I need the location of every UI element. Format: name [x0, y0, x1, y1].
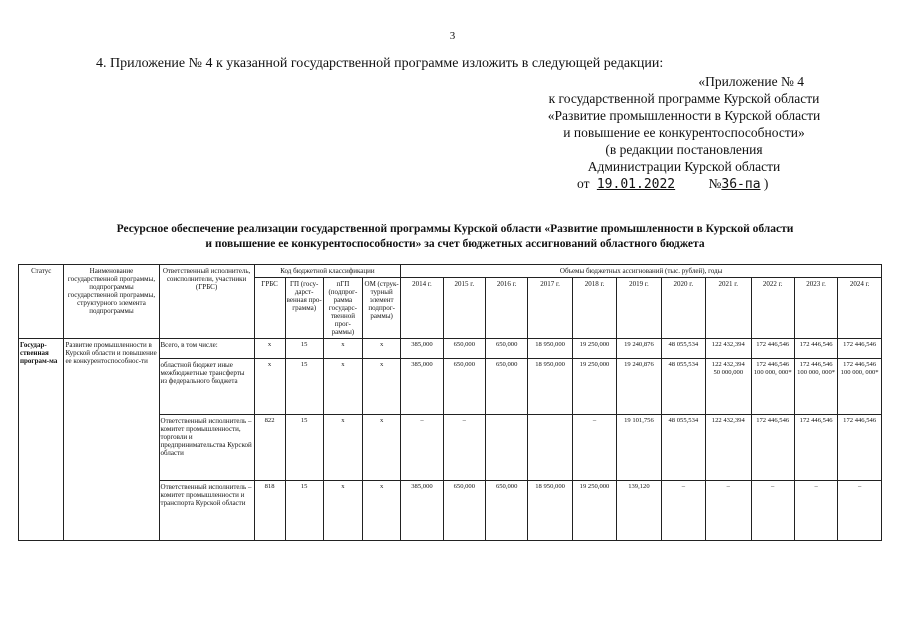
- code-om-cell: x: [363, 359, 401, 415]
- value-cell: [838, 359, 882, 415]
- value-amount: 650,000: [453, 341, 476, 348]
- page-number: 3: [449, 30, 456, 42]
- header-executor: Ответственный исполнитель, соисполнители, участники (ГРБС): [159, 265, 254, 339]
- header-year: 2021 г.: [706, 278, 751, 339]
- value-cell: [706, 359, 751, 415]
- value-cell: [838, 415, 882, 481]
- code-gp-cell: 15: [285, 339, 323, 359]
- status-cell: Государ-ственная програм-ма: [19, 339, 64, 541]
- value-amount: 385,000: [411, 341, 433, 348]
- value-federal-amount: 50 000,000: [713, 369, 744, 376]
- value-amount: 18 950,000: [535, 361, 565, 368]
- value-cell: [401, 415, 443, 481]
- header-year: 2016 г.: [486, 278, 528, 339]
- value-amount: 172 446,546: [756, 361, 790, 368]
- value-amount: 650,000: [453, 483, 476, 490]
- value-amount: 650,000: [453, 361, 476, 368]
- header-year: 2014 г.: [401, 278, 443, 339]
- value-amount: –: [857, 483, 862, 490]
- value-amount: –: [681, 483, 685, 490]
- resolution-number: 36-па: [721, 177, 761, 192]
- value-cell: [794, 359, 837, 415]
- value-cell: [443, 481, 485, 541]
- value-federal-amount: 100 000, 000*: [753, 369, 792, 376]
- header-year: 2019 г.: [617, 278, 661, 339]
- value-cell: [838, 481, 882, 541]
- value-cell: [443, 359, 485, 415]
- code-pgp-cell: x: [323, 359, 362, 415]
- value-amount: 650,000: [495, 483, 518, 490]
- value-cell: [617, 339, 661, 359]
- header-volumes-group: Объемы бюджетных ассигнований (тыс. рублей), годы: [401, 265, 882, 278]
- value-cell: [443, 415, 485, 481]
- value-cell: [572, 415, 616, 481]
- value-amount: 385,000: [411, 361, 433, 368]
- value-amount: –: [462, 417, 466, 424]
- value-cell: [838, 339, 882, 359]
- header-pgp: пГП (подпрог-рамма государс-твенной прог-раммы): [323, 278, 362, 339]
- value-amount: 650,000: [495, 361, 518, 368]
- value-cell: [486, 415, 528, 481]
- section-title-line-1: Ресурсное обеспечение реализации государственной программы Курской области «Развитие промышленности в Курской области: [116, 223, 794, 235]
- code-pgp-cell: x: [323, 339, 362, 359]
- value-amount: 122 432,394: [711, 341, 745, 348]
- value-amount: –: [726, 483, 730, 490]
- header-year: 2018 г.: [572, 278, 616, 339]
- value-amount: 385,000: [411, 483, 433, 490]
- value-cell: [751, 339, 794, 359]
- value-cell: [706, 481, 751, 541]
- value-cell: [486, 481, 528, 541]
- value-cell: [794, 415, 837, 481]
- table-body: [19, 339, 882, 541]
- value-cell: [751, 481, 794, 541]
- value-amount: 19 250,000: [579, 341, 610, 348]
- value-amount: 19 250,000: [579, 483, 610, 490]
- header-row-1: [19, 265, 882, 278]
- value-cell: [706, 339, 751, 359]
- value-cell: [617, 415, 661, 481]
- closing-paren: ): [763, 176, 769, 191]
- value-cell: [528, 481, 572, 541]
- value-amount: 18 950,000: [535, 483, 565, 490]
- header-status: Статус: [19, 265, 64, 339]
- approval-date-line: [529, 175, 839, 193]
- value-amount: 122 432,394: [711, 417, 745, 424]
- value-amount: –: [420, 417, 424, 424]
- header-om: ОМ (струк-турный элемент подпрог-раммы): [363, 278, 401, 339]
- value-amount: 18 950,000: [535, 341, 565, 348]
- value-amount: –: [771, 483, 775, 490]
- code-pgp-cell: x: [323, 415, 362, 481]
- value-cell: [661, 481, 705, 541]
- value-amount: 172 446,546: [799, 417, 833, 424]
- value-amount: 172 446,546: [843, 417, 877, 424]
- value-amount: 48 055,534: [668, 417, 699, 424]
- value-amount: 172 446,546: [799, 361, 833, 368]
- value-cell: [617, 359, 661, 415]
- approval-line-2: к государственной программе Курской области: [548, 91, 820, 106]
- executor-cell: областной бюджет иные межбюджетные трансферты из федерального бюджета: [159, 359, 254, 415]
- value-cell: [401, 339, 443, 359]
- code-grbs-cell: 818: [254, 481, 285, 541]
- value-amount: 19 250,000: [579, 361, 610, 368]
- value-cell: [528, 339, 572, 359]
- value-amount: 172 446,546: [756, 341, 790, 348]
- value-cell: [617, 481, 661, 541]
- approval-line-1: «Приложение № 4: [698, 74, 804, 89]
- code-pgp-cell: x: [323, 481, 362, 541]
- value-cell: [706, 415, 751, 481]
- value-amount: 172 446,546: [843, 361, 877, 368]
- value-amount: –: [592, 417, 597, 424]
- value-cell: [572, 339, 616, 359]
- header-year: 2024 г.: [838, 278, 882, 339]
- executor-cell: Ответственный исполнитель – комитет промышленности, торговли и предпринимательства Курской области: [159, 415, 254, 481]
- value-cell: [661, 339, 705, 359]
- value-amount: 19 240,876: [624, 341, 654, 348]
- header-year: 2022 г.: [751, 278, 794, 339]
- value-cell: [443, 339, 485, 359]
- code-om-cell: x: [363, 415, 401, 481]
- value-cell: [486, 339, 528, 359]
- value-cell: [486, 359, 528, 415]
- code-grbs-cell: x: [254, 339, 285, 359]
- section-title: [40, 222, 870, 252]
- value-amount: 172 446,546: [756, 417, 790, 424]
- code-grbs-cell: x: [254, 359, 285, 415]
- date-prefix: от: [577, 176, 590, 191]
- value-amount: 19 101,756: [624, 417, 654, 424]
- intro-paragraph: 4. Приложение № 4 к указанной государственной программе изложить в следующей редакции:: [96, 56, 664, 71]
- table-header: [19, 265, 882, 339]
- section-title-line-2: и повышение ее конкурентоспособности» за счет бюджетных ассигнований областного бюджета: [205, 238, 705, 250]
- table-row: [19, 339, 882, 359]
- number-prefix: №: [708, 176, 722, 191]
- executor-cell: Всего, в том числе:: [159, 339, 254, 359]
- value-cell: [751, 359, 794, 415]
- value-amount: 172 446,546: [843, 341, 877, 348]
- value-cell: [572, 359, 616, 415]
- approval-line-6: Администрации Курской области: [587, 159, 781, 174]
- value-amount: 650,000: [495, 341, 518, 348]
- approval-line-4: и повышение ее конкурентоспособности»: [563, 125, 805, 140]
- header-year: 2023 г.: [794, 278, 837, 339]
- value-amount: –: [814, 483, 818, 490]
- header-code-group: Код бюджетной классификации: [254, 265, 401, 278]
- header-grbs: ГРБС: [254, 278, 285, 339]
- code-gp-cell: 15: [285, 415, 323, 481]
- approval-line-5: (в редакции постановления: [605, 142, 763, 157]
- budget-table: [18, 264, 882, 541]
- value-amount: 122 432,394: [711, 361, 745, 368]
- header-gp: ГП (госу-дарст-венная про-грамма): [285, 278, 323, 339]
- value-federal-amount: 100 000, 000*: [840, 369, 879, 376]
- value-cell: [661, 415, 705, 481]
- value-cell: [528, 359, 572, 415]
- value-cell: [401, 359, 443, 415]
- approval-block: [529, 73, 839, 193]
- value-cell: [572, 481, 616, 541]
- header-year: 2015 г.: [443, 278, 485, 339]
- value-amount: 19 240,876: [624, 361, 654, 368]
- value-cell: [794, 481, 837, 541]
- executor-cell: Ответственный исполнитель – комитет промышленности и транспорта Курской области: [159, 481, 254, 541]
- value-cell: [528, 415, 572, 481]
- resolution-date: 19.01.2022: [596, 177, 676, 192]
- value-cell: [751, 415, 794, 481]
- value-cell: [661, 359, 705, 415]
- value-cell: [794, 339, 837, 359]
- code-grbs-cell: 822: [254, 415, 285, 481]
- value-amount: 172 446,546: [799, 341, 833, 348]
- code-gp-cell: 15: [285, 359, 323, 415]
- header-year: 2017 г.: [528, 278, 572, 339]
- code-gp-cell: 15: [285, 481, 323, 541]
- value-cell: [401, 481, 443, 541]
- code-om-cell: x: [363, 339, 401, 359]
- program-name-cell: Развитие промышленности в Курской области и повышение ее конкурентоспособнос-ти: [64, 339, 159, 541]
- value-amount: 48 055,534: [668, 361, 699, 368]
- value-amount: 48 055,534: [668, 341, 699, 348]
- value-amount: 139,120: [628, 483, 650, 490]
- approval-line-3: «Развитие промышленности в Курской области: [547, 108, 821, 123]
- code-om-cell: x: [363, 481, 401, 541]
- value-federal-amount: 100 000, 000*: [797, 369, 836, 376]
- header-year: 2020 г.: [661, 278, 705, 339]
- header-name: Наименование государственной программы, подпрограммы государственной программы, структурного элемента подпрограммы: [64, 265, 159, 339]
